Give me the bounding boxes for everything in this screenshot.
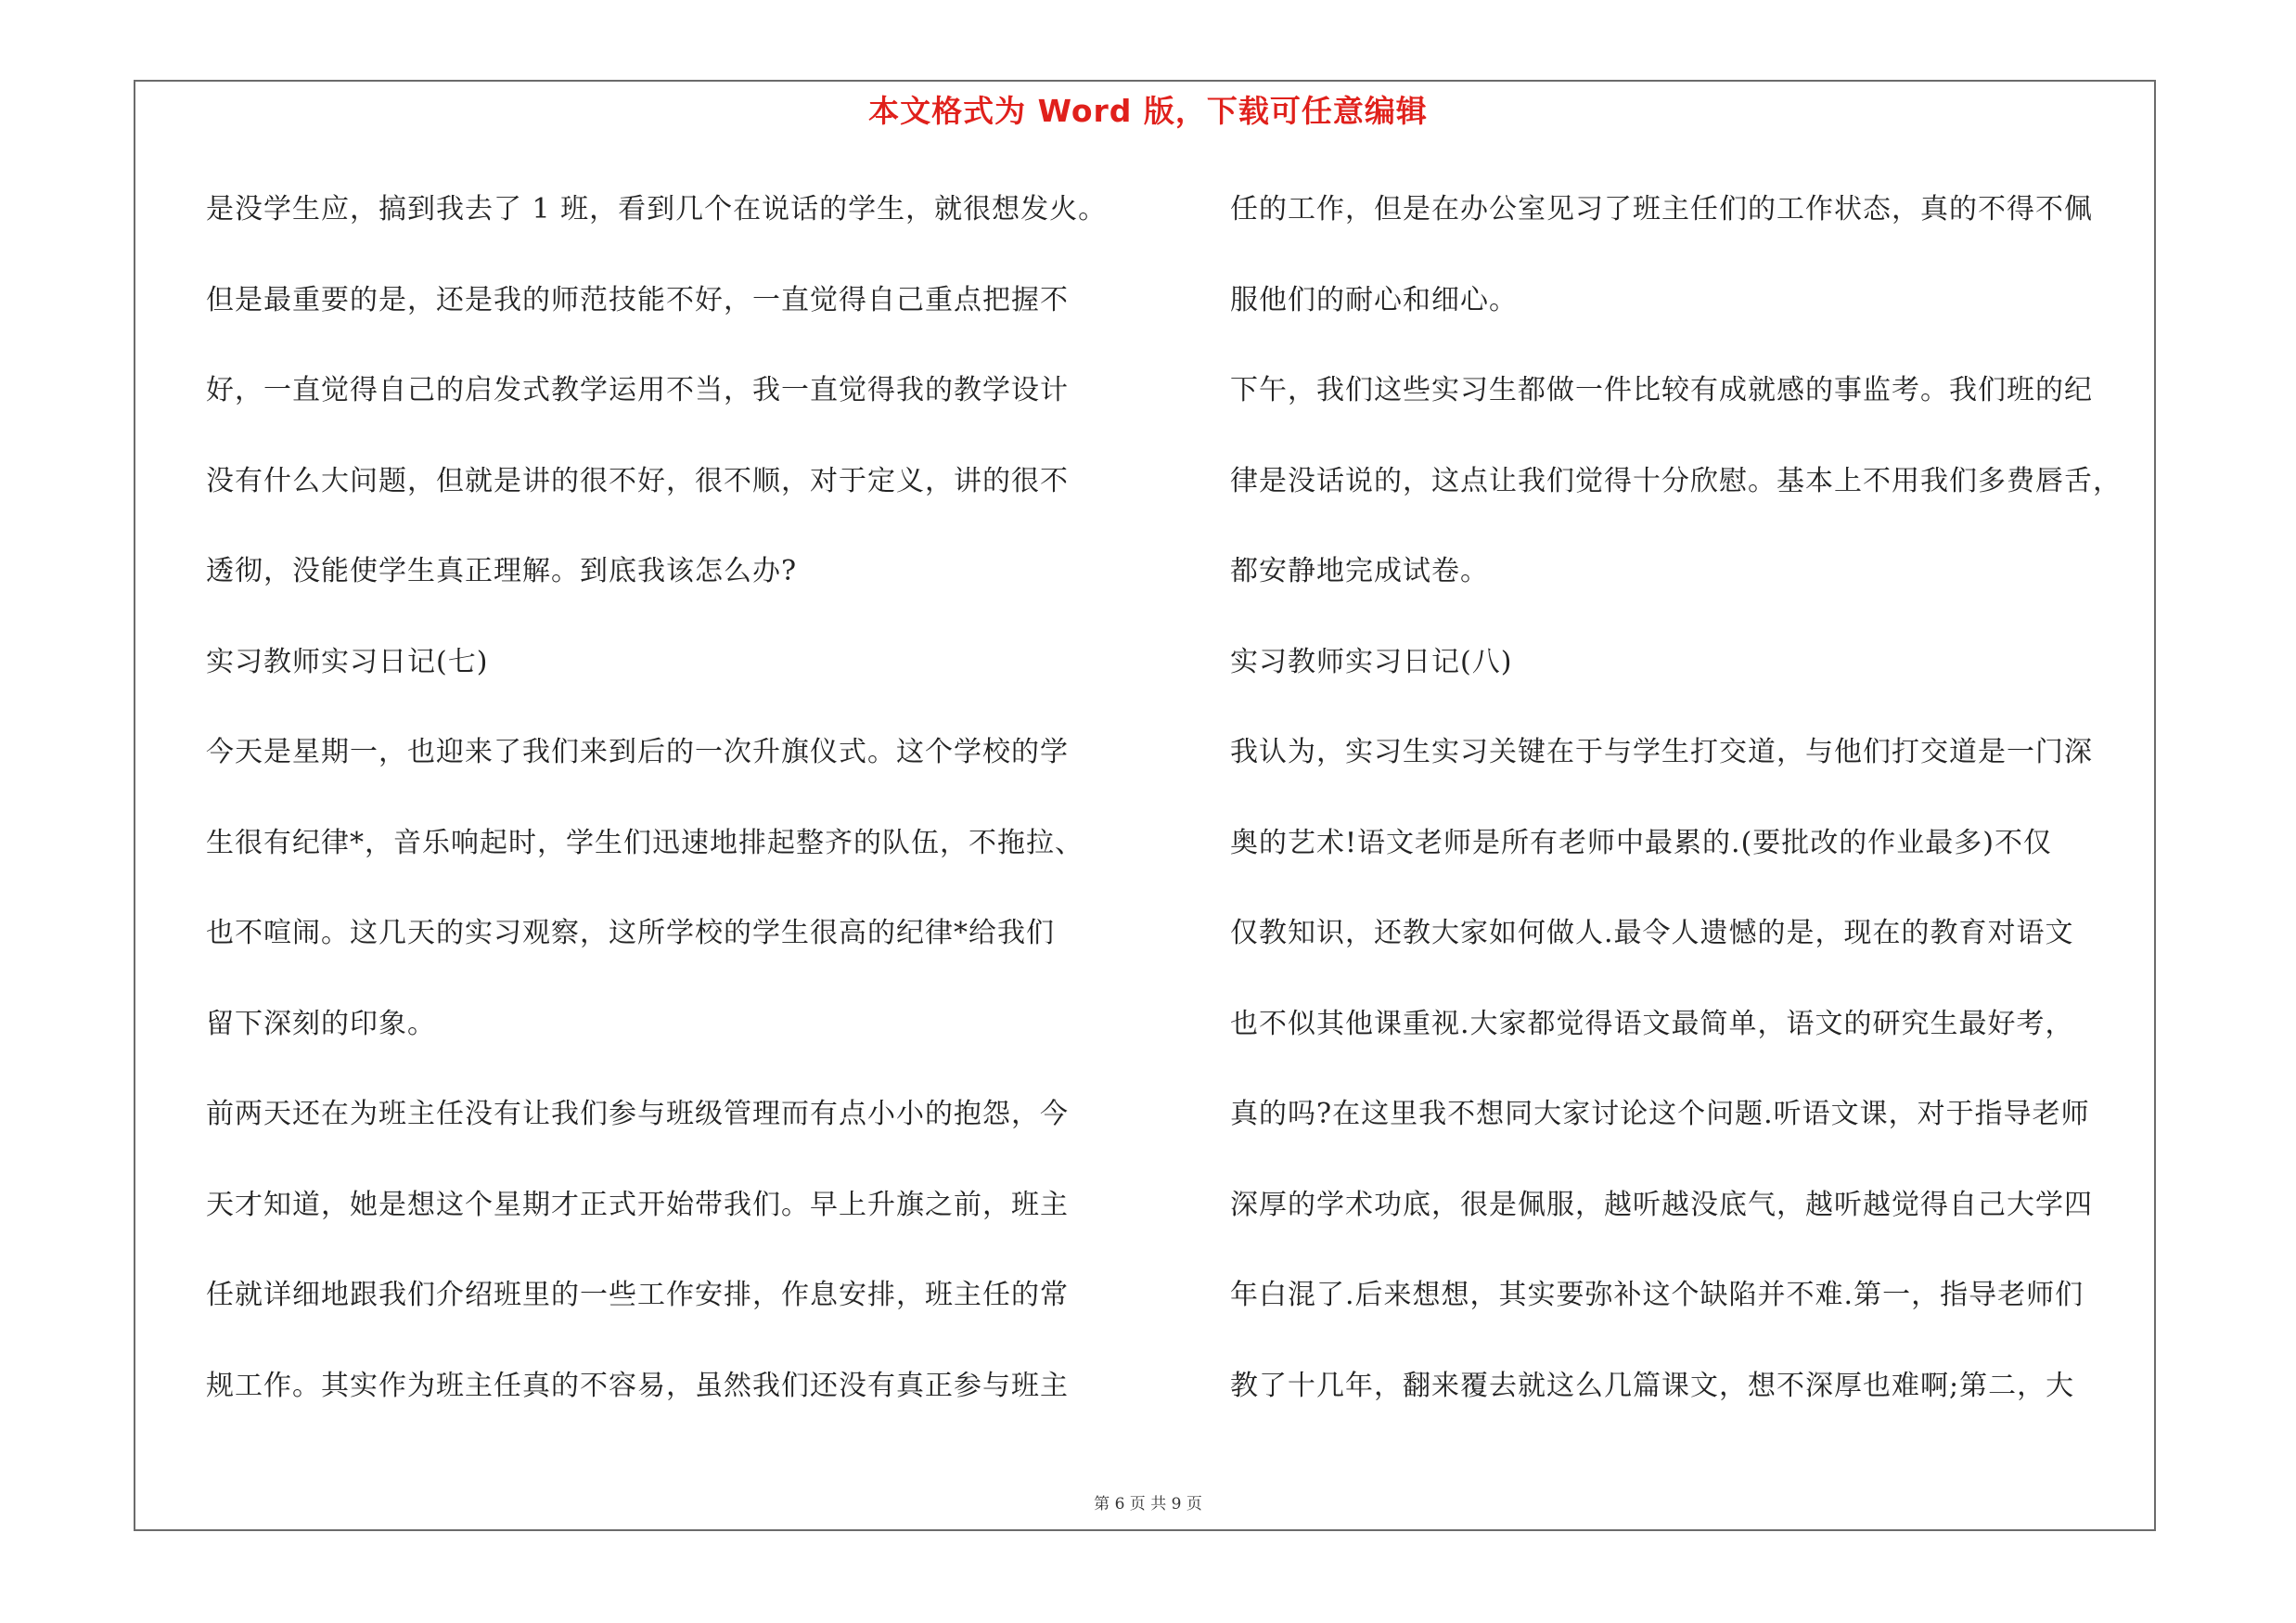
text-line: 规工作。其实作为班主任真的不容易，虽然我们还没有真正参与班主 <box>206 1369 1069 1402</box>
text-line: 今天是星期一，也迎来了我们来到后的一次升旗仪式。这个学校的学 <box>206 736 1069 768</box>
text-line: 下午，我们这些实习生都做一件比较有成就感的事监考。我们班的纪 <box>1230 374 2093 406</box>
right-text-column <box>1230 169 2158 1436</box>
text-line: 也不似其他课重视.大家都觉得语文最简单，语文的研究生最好考， <box>1230 1007 2074 1040</box>
text-line: 教了十几年，翻来覆去就这么几篇课文，想不深厚也难啊;第二，大 <box>1230 1369 2075 1402</box>
text-line: 好，一直觉得自己的启发式教学运用不当，我一直觉得我的教学设计 <box>206 374 1069 406</box>
section-heading: 实习教师实习日记(七) <box>206 645 489 678</box>
text-line: 任的工作，但是在办公室见习了班主任们的工作状态，真的不得不佩 <box>1230 193 2093 225</box>
section-heading: 实习教师实习日记(八) <box>1230 645 1513 678</box>
text-line: 也不喧闹。这几天的实习观察，这所学校的学生很高的纪律*给我们 <box>206 917 1055 949</box>
text-line: 透彻，没能使学生真正理解。到底我该怎么办? <box>206 555 798 587</box>
text-line: 年白混了.后来想想，其实要弥补这个缺陷并不难.第一，指导老师们 <box>1230 1279 2084 1311</box>
text-line: 我认为，实习生实习关键在于与学生打交道，与他们打交道是一门深 <box>1230 736 2093 768</box>
text-line: 服他们的耐心和细心。 <box>1230 283 1518 316</box>
text-line: 深厚的学术功底，很是佩服，越听越没底气，越听越觉得自己大学四 <box>1230 1188 2093 1221</box>
text-line: 真的吗?在这里我不想同大家讨论这个问题.听语文课，对于指导老师 <box>1230 1098 2090 1130</box>
text-line: 天才知道，她是想这个星期才正式开始带我们。早上升旗之前，班主 <box>206 1188 1069 1221</box>
left-text-column <box>206 169 1134 1436</box>
text-line: 生很有纪律*，音乐响起时，学生们迅速地排起整齐的队伍，不拖拉、 <box>206 826 1084 859</box>
text-line: 仅教知识，还教大家如何做人.最令人遗憾的是，现在的教育对语文 <box>1230 917 2074 949</box>
page-number: 第 6 页 共 9 页 <box>1094 1495 1202 1514</box>
text-line: 律是没话说的，这点让我们觉得十分欣慰。基本上不用我们多费唇舌， <box>1230 464 2122 497</box>
text-line: 都安静地完成试卷。 <box>1230 555 1489 587</box>
header-banner: 本文格式为 Word 版，下载可任意编辑 <box>868 93 1428 129</box>
text-line: 但是最重要的是，还是我的师范技能不好，一直觉得自己重点把握不 <box>206 283 1069 316</box>
text-line: 任就详细地跟我们介绍班里的一些工作安排，作息安排，班主任的常 <box>206 1279 1069 1311</box>
text-line: 前两天还在为班主任没有让我们参与班级管理而有点小小的抱怨，今 <box>206 1098 1069 1130</box>
text-line: 没有什么大问题，但就是讲的很不好，很不顺，对于定义，讲的很不 <box>206 464 1069 497</box>
text-line: 留下深刻的印象。 <box>206 1007 436 1040</box>
text-line: 是没学生应，搞到我去了 1 班，看到几个在说话的学生，就很想发火。 <box>206 193 1108 225</box>
text-line: 奥的艺术!语文老师是所有老师中最累的.(要批改的作业最多)不仅 <box>1230 826 2052 859</box>
